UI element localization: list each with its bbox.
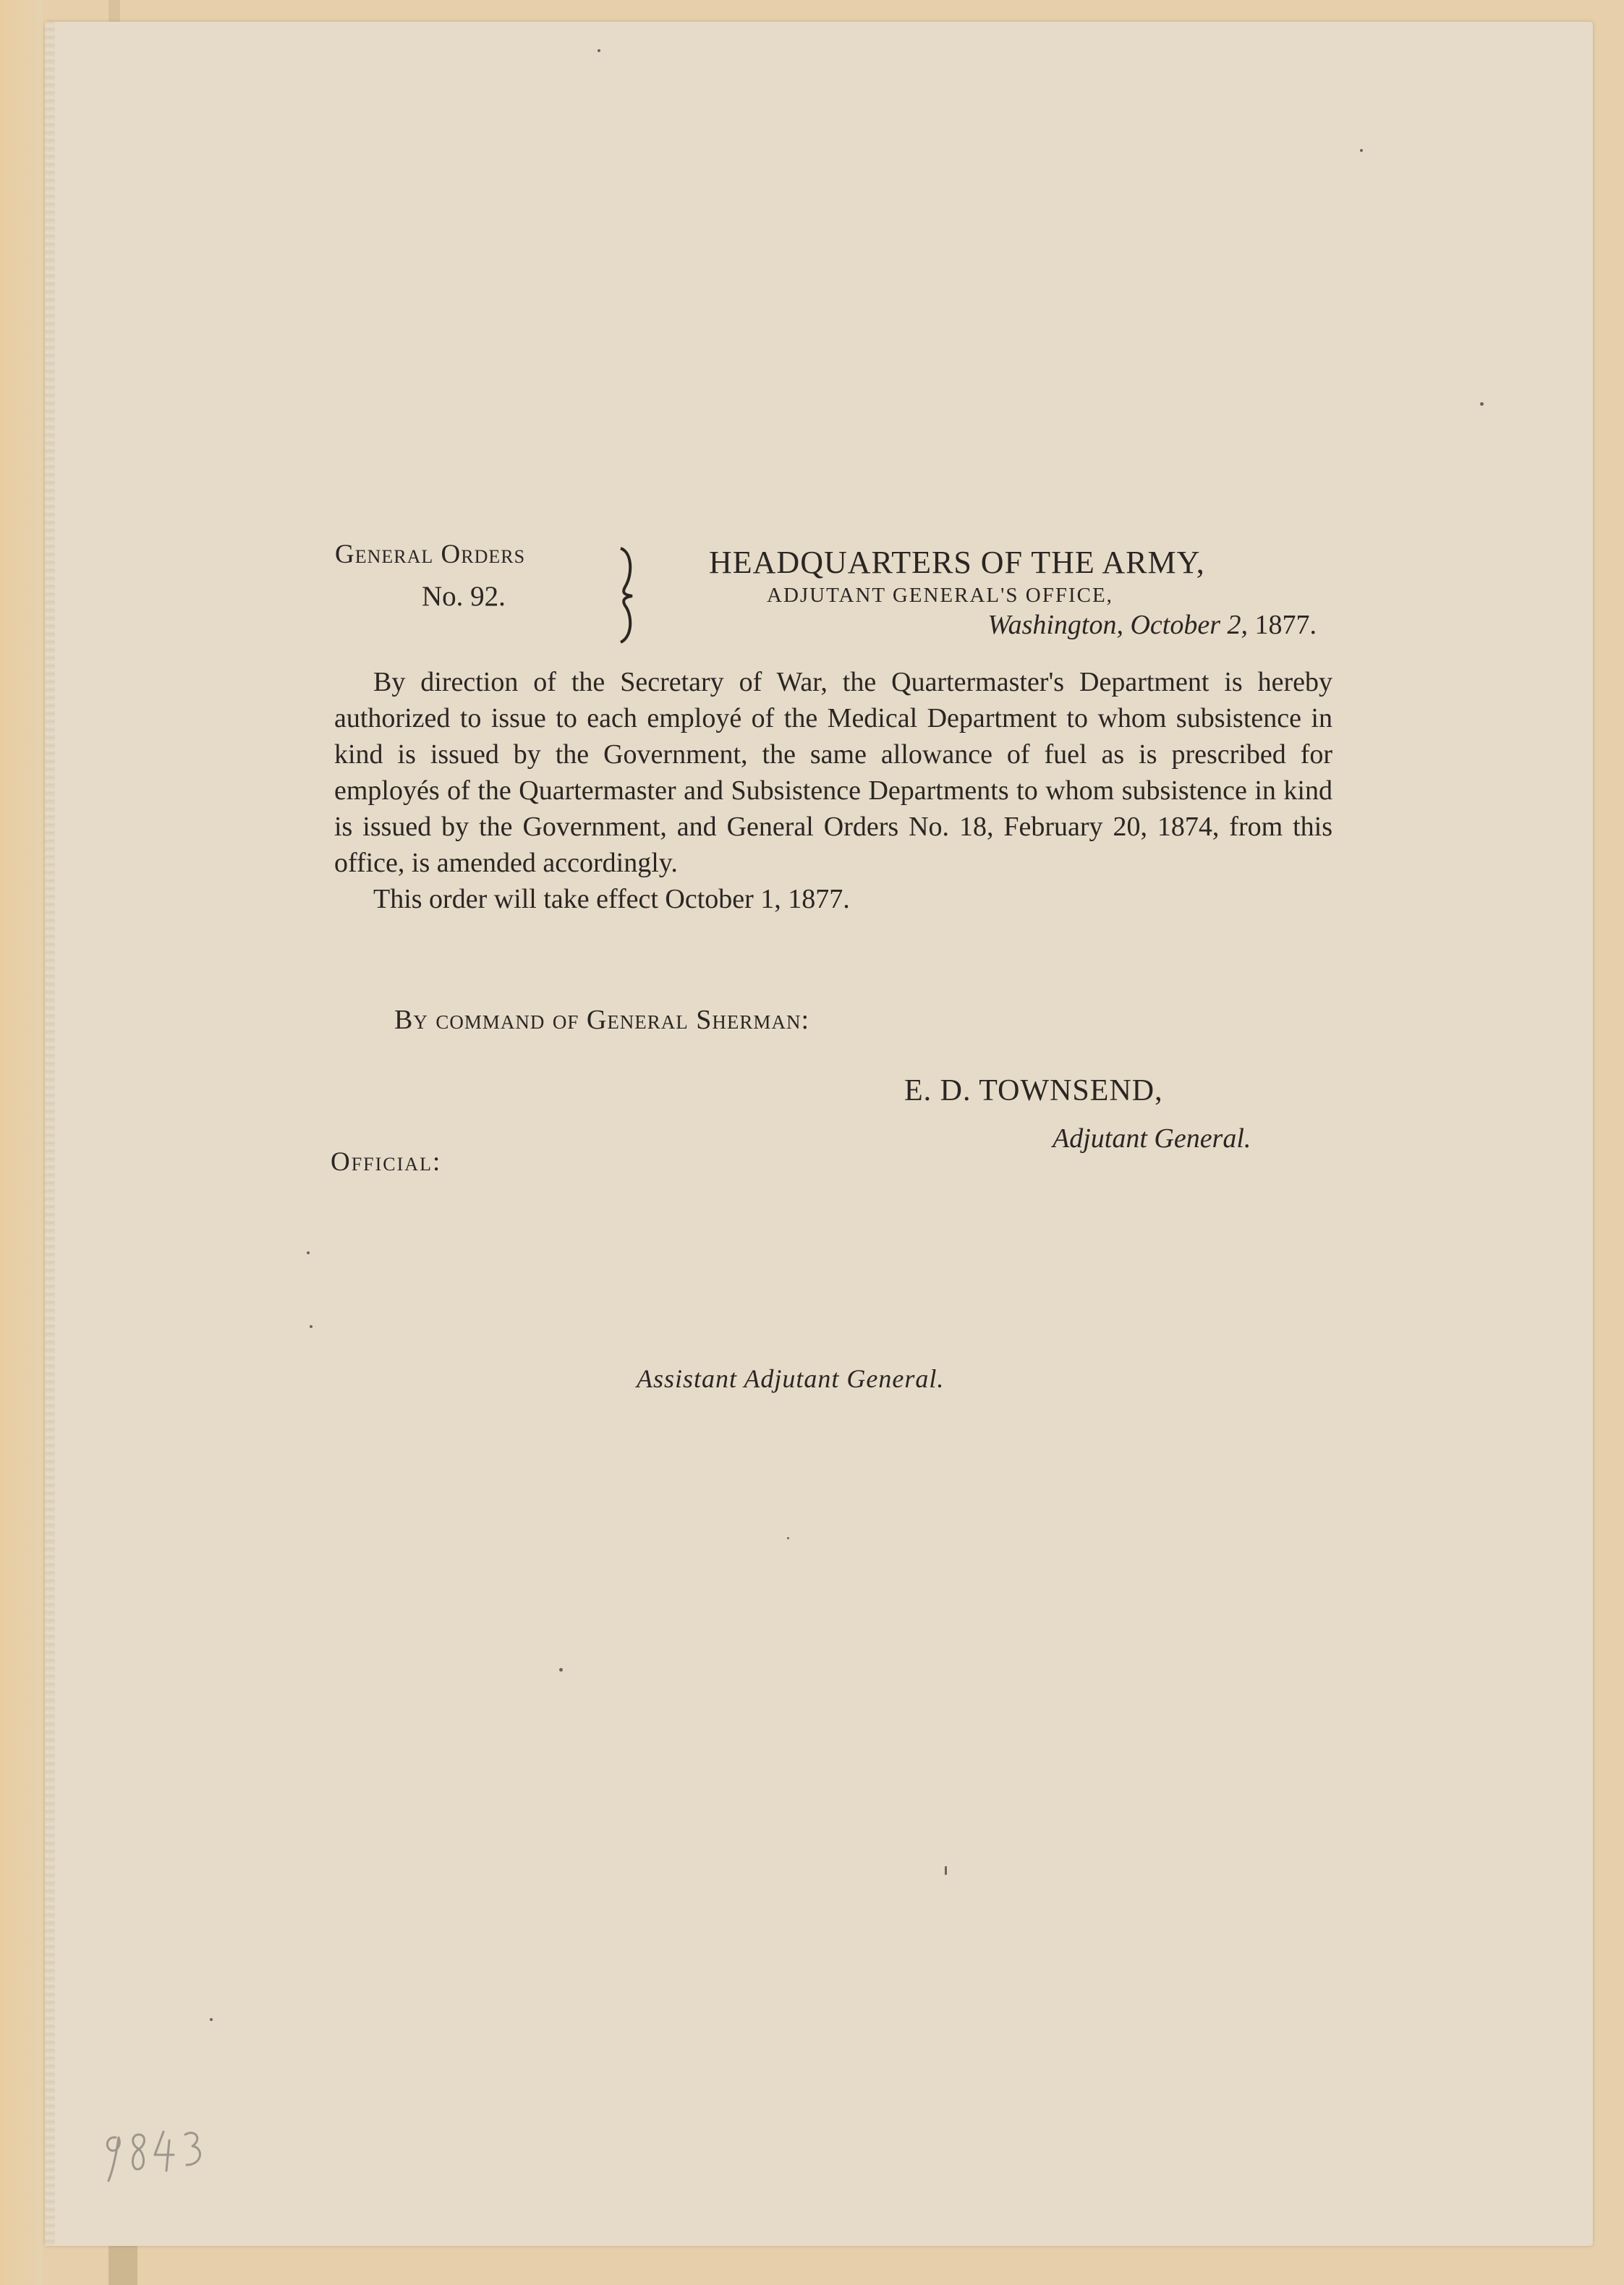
order-body — [334, 664, 1332, 917]
body-paragraph-2: This order will take effect October 1, 1877. — [373, 884, 850, 914]
paper-speck — [307, 1251, 310, 1254]
order-designation — [335, 539, 621, 613]
dateline-block — [680, 544, 1317, 641]
paper-speck — [945, 1866, 947, 1875]
order-number: No. 92. — [422, 581, 506, 612]
body-paragraph-1: By direction of the Secretary of War, the Quartermaster's Department is hereby authorized to issue to each employé of the Medical Department to whom subsistence in kind is issued by the Government, the same allowance of fuel as is prescribed for employés of the Quartermaster and Subsistence Departments to whom subsistence in kind is issued by the Government, and General Orders No. 18, February 20, 1874, from this office, is amended accordingly. — [334, 667, 1332, 878]
official-label: Official: — [331, 1147, 442, 1177]
mount-edge-bottom — [109, 2242, 137, 2285]
office-heading: ADJUTANT GENERAL'S OFFICE, — [767, 584, 1113, 607]
brace-icon — [613, 544, 642, 645]
mount-margin — [0, 0, 43, 2285]
signer-name: E. D. TOWNSEND, — [904, 1074, 1163, 1107]
document-sheet — [45, 22, 1593, 2246]
paper-speck — [598, 49, 600, 52]
date-year: 1877. — [1254, 610, 1317, 640]
paper-speck — [210, 2018, 213, 2021]
place-date-italic: Washington, October 2, — [987, 610, 1248, 640]
place-date — [680, 609, 1317, 641]
paper-speck — [559, 1668, 563, 1672]
by-command-line: By command of General Sherman: — [394, 1005, 809, 1035]
general-orders-label: General Orders — [335, 540, 526, 569]
paper-speck — [787, 1537, 789, 1539]
paper-speck — [310, 1325, 313, 1328]
headquarters-heading: HEADQUARTERS OF THE ARMY, — [709, 545, 1205, 580]
paper-speck — [1360, 149, 1363, 152]
signer-title: Adjutant General. — [1053, 1123, 1251, 1154]
paper-speck — [1480, 402, 1484, 406]
handwritten-catalog-number — [94, 2123, 224, 2188]
assistant-adjutant-title: Assistant Adjutant General. — [637, 1364, 945, 1393]
